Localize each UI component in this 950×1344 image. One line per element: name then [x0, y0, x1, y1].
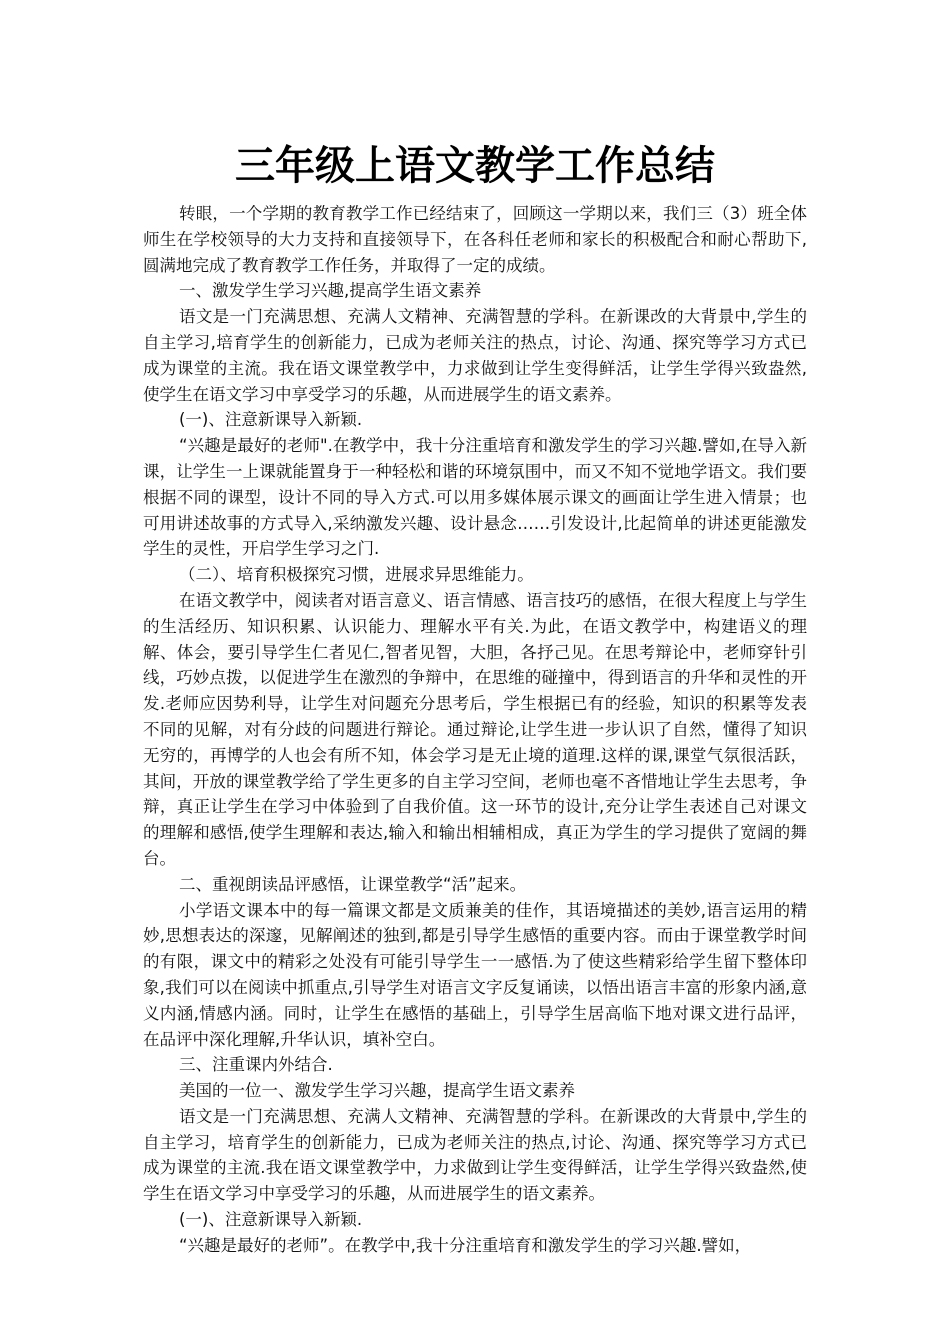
- heading-repeat-subsection-1-1: (一)、注意新课导入新颖.: [179, 1210, 363, 1230]
- heading-section-1: 一、激发学生学习兴趣,提高学生语文素养: [179, 281, 482, 301]
- paragraph-subsection-1-1: “兴趣是最好的老师".在教学中，我十分注重培育和激发学生的学习兴趣.譬如,在导入新课，让学生一上课就能置身于一种轻松和谐的环境氛围中，而又不知不觉地学语文。我们要根据不同的课型，设计不同的导入方式.可以用多媒体展示课文的画面让学生进入情景；也可用讲述故事的方式导入,采纳激发兴趣、设计悬念……引发设计,比起简单的讲述更能激发学生的灵性，开启学生学习之门.: [143, 436, 807, 559]
- heading-section-3: 三、注重课内外结合.: [179, 1055, 333, 1075]
- paragraph-section-1: 语文是一门充满思想、充满人文精神、充满智慧的学科。在新课改的大背景中,学生的自主学习,培育学生的创新能力，已成为老师关注的热点，讨论、沟通、探究等学习方式已成为课堂的主流。我在语文课堂教学中，力求做到让学生变得鲜活，让学生学得兴致盎然,使学生在语文学习中享受学习的乐趣，从而进展学生的语文素养。: [143, 307, 807, 404]
- paragraph-repeat-subsection-1-1: “兴趣是最好的老师”。在教学中,我十分注重培育和激发学生的学习兴趣.譬如，: [179, 1235, 752, 1255]
- paragraph-repeat-section-1: 语文是一门充满思想、充满人文精神、充满智慧的学科。在新课改的大背景中,学生的自主学习，培育学生的创新能力，已成为老师关注的热点,讨论、沟通、探究等学习方式已成为课堂的主流.我在语文课堂教学中，力求做到让学生变得鲜活，让学生学得兴致盎然,使学生在语文学习中享受学习的乐趣，从而进展学生的语文素养。: [143, 1106, 807, 1204]
- heading-subsection-1-2: （二）、培育积极探究习惯，进展求异思维能力。: [179, 565, 534, 585]
- document-title: 三年级上语文教学工作总结: [235, 143, 715, 189]
- paragraph-subsection-1-2: 在语文教学中，阅读者对语言意义、语言情感、语言技巧的感悟，在很大程度上与学生的生活经历、知识积累、认识能力、理解水平有关.为此，在语文教学中，构建语义的理解、体会，要引导学生仁者见仁,智者见智，大胆，各抒己见。在思考辩论中，老师穿针引线，巧妙点拨，以促进学生在激烈的争辩中，在思维的碰撞中，得到语言的升华和灵性的开发.老师应因势利导，让学生对问题充分思考后，学生根据已有的经验，知识的积累等发表不同的见解，对有分歧的问题进行辩论。通过辩论,让学生进一步认识了自然，懂得了知识无穷的，再博学的人也会有所不知，体会学习是无止境的道理.这样的课,课堂气氛很活跃，其间，开放的课堂教学给了学生更多的自主学习空间，老师也毫不吝惜地让学生去思考，争辩，真正让学生在学习中体验到了自我价值。这一环节的设计,充分让学生表述自己对课文的理解和感悟,使学生理解和表达,输入和输出相辅相成，真正为学生的学习提供了宽阔的舞台。: [143, 590, 807, 868]
- paragraph-intro: 转眼，一个学期的教育教学工作已经结束了，回顾这一学期以来，我们三（3）班全体师生在学校领导的大力支持和直接领导下，在各科任老师和家长的积极配合和耐心帮助下,圆满地完成了教育教学工作任务，并取得了一定的成绩。: [143, 204, 807, 275]
- heading-section-2: 二、重视朗读品评感悟，让课堂教学“活”起来。: [179, 874, 527, 894]
- heading-repeat-section-1: 美国的一位一、激发学生学习兴趣，提高学生语文素养: [179, 1081, 575, 1101]
- document-body: [143, 201, 807, 1259]
- heading-subsection-1-1: (一)、注意新课导入新颖.: [179, 410, 363, 430]
- paragraph-section-2: 小学语文课本中的每一篇课文都是文质兼美的佳作，其语境描述的美妙,语言运用的精妙,思想表达的深邃，见解阐述的独到,都是引导学生感悟的重要内容。而由于课堂教学时间的有限，课文中的精彩之处没有可能引导学生一一感悟.为了使这些精彩给学生留下整体印象,我们可以在阅读中抓重点,引导学生对语言文字反复诵读，以悟出语言丰富的形象内涵,意义内涵,情感内涵。同时，让学生在感悟的基础上，引导学生居高临下地对课文进行品评，在品评中深化理解,升华认识，填补空白。: [143, 900, 807, 1049]
